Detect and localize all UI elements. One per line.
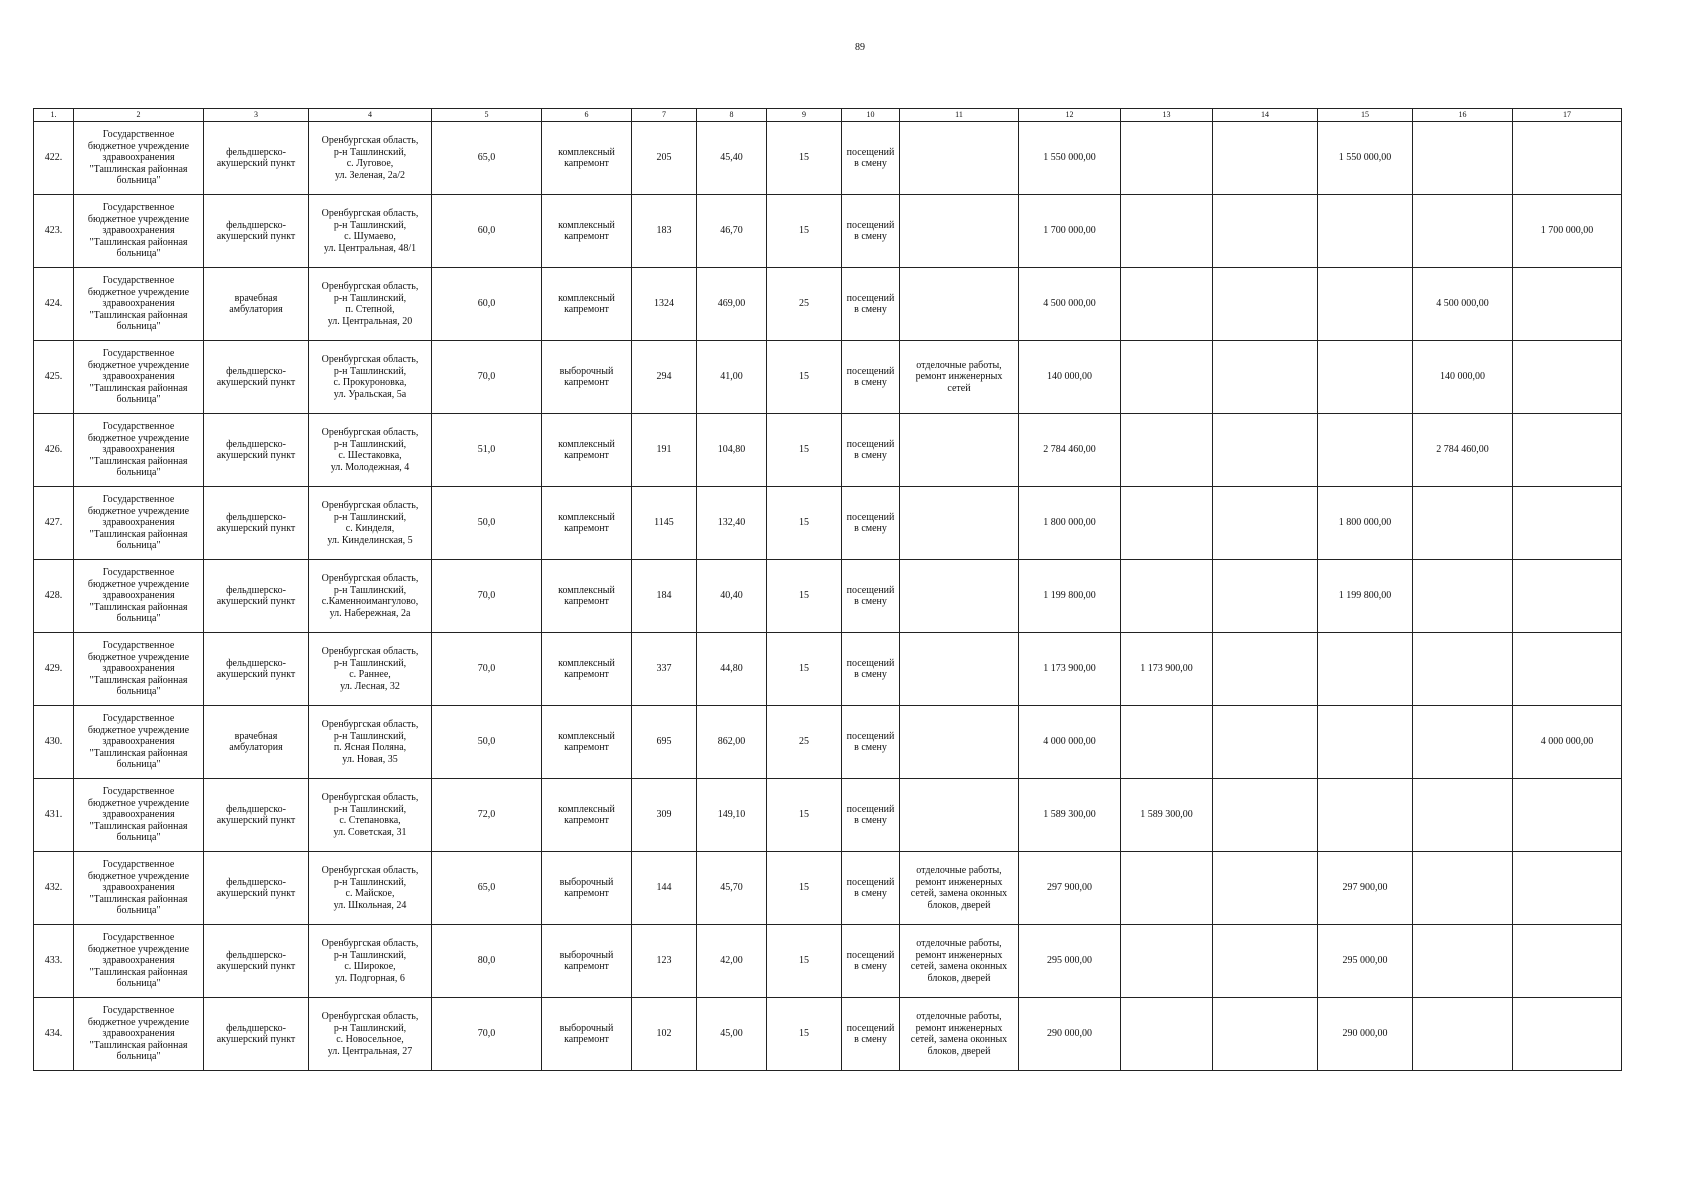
col-8-value: 862,00 [697, 706, 767, 779]
table-row [34, 706, 1622, 779]
col-16-amount [1413, 706, 1513, 779]
address: Оренбургская область, р-н Ташлинский, с. Кинделя, ул. Кинделинская, 5 [309, 487, 432, 560]
page-number: 89 [855, 42, 865, 53]
address: Оренбургская область, р-н Ташлинский, с. Широкое, ул. Подгорная, 6 [309, 925, 432, 998]
column-number-14: 14 [1213, 109, 1318, 122]
col-5-value: 60,0 [432, 195, 542, 268]
table-row [34, 852, 1622, 925]
column-number-16: 16 [1413, 109, 1513, 122]
row-number: 433. [34, 925, 74, 998]
capacity-value: 15 [767, 779, 842, 852]
institution-name: Государственное бюджетное учреждение здравоохранения "Ташлинская районная больница" [74, 341, 204, 414]
facility-type: фельдшерско- акушерский пункт [204, 779, 309, 852]
repair-type: выборочный капремонт [542, 852, 632, 925]
col-15-amount: 297 900,00 [1318, 852, 1413, 925]
row-number: 425. [34, 341, 74, 414]
facility-type: фельдшерско- акушерский пункт [204, 414, 309, 487]
col-13-amount [1121, 560, 1213, 633]
col-13-amount [1121, 925, 1213, 998]
col-16-amount [1413, 852, 1513, 925]
col-15-amount: 1 550 000,00 [1318, 122, 1413, 195]
facility-type: фельдшерско- акушерский пункт [204, 560, 309, 633]
col-5-value: 60,0 [432, 268, 542, 341]
row-number: 424. [34, 268, 74, 341]
col-7-value: 309 [632, 779, 697, 852]
institution-name: Государственное бюджетное учреждение здравоохранения "Ташлинская районная больница" [74, 487, 204, 560]
col-16-amount [1413, 487, 1513, 560]
capacity-unit: посещений в смену [842, 560, 900, 633]
col-17-amount [1513, 925, 1622, 998]
facility-type: врачебная амбулатория [204, 268, 309, 341]
col-14-amount [1213, 633, 1318, 706]
col-14-amount [1213, 268, 1318, 341]
works-description [900, 560, 1019, 633]
capacity-value: 15 [767, 560, 842, 633]
col-7-value: 294 [632, 341, 697, 414]
column-number-row [34, 109, 1622, 122]
col-8-value: 149,10 [697, 779, 767, 852]
total-cost: 295 000,00 [1019, 925, 1121, 998]
repair-type: комплексный капремонт [542, 633, 632, 706]
works-description: отделочные работы, ремонт инженерных сетей, замена оконных блоков, дверей [900, 998, 1019, 1071]
col-16-amount: 2 784 460,00 [1413, 414, 1513, 487]
column-number-2: 2 [74, 109, 204, 122]
table-row [34, 560, 1622, 633]
col-15-amount: 1 199 800,00 [1318, 560, 1413, 633]
col-8-value: 45,40 [697, 122, 767, 195]
column-number-8: 8 [697, 109, 767, 122]
capacity-unit: посещений в смену [842, 268, 900, 341]
table-body [34, 109, 1622, 1071]
table-row [34, 925, 1622, 998]
works-description: отделочные работы, ремонт инженерных сетей, замена оконных блоков, дверей [900, 852, 1019, 925]
capacity-value: 15 [767, 852, 842, 925]
column-number-15: 15 [1318, 109, 1413, 122]
works-description [900, 195, 1019, 268]
row-number: 429. [34, 633, 74, 706]
table-row [34, 268, 1622, 341]
col-13-amount [1121, 195, 1213, 268]
table-row [34, 779, 1622, 852]
col-16-amount [1413, 998, 1513, 1071]
capacity-unit: посещений в смену [842, 779, 900, 852]
col-15-amount: 1 800 000,00 [1318, 487, 1413, 560]
works-description [900, 779, 1019, 852]
table-row [34, 998, 1622, 1071]
col-17-amount [1513, 268, 1622, 341]
capacity-unit: посещений в смену [842, 633, 900, 706]
col-14-amount [1213, 925, 1318, 998]
institution-name: Государственное бюджетное учреждение здравоохранения "Ташлинская районная больница" [74, 852, 204, 925]
row-number: 427. [34, 487, 74, 560]
capacity-unit: посещений в смену [842, 925, 900, 998]
col-17-amount [1513, 560, 1622, 633]
col-15-amount [1318, 268, 1413, 341]
col-13-amount [1121, 268, 1213, 341]
capacity-value: 25 [767, 706, 842, 779]
col-13-amount [1121, 852, 1213, 925]
col-14-amount [1213, 560, 1318, 633]
institution-name: Государственное бюджетное учреждение здравоохранения "Ташлинская районная больница" [74, 706, 204, 779]
col-5-value: 65,0 [432, 852, 542, 925]
institution-name: Государственное бюджетное учреждение здравоохранения "Ташлинская районная больница" [74, 998, 204, 1071]
total-cost: 4 000 000,00 [1019, 706, 1121, 779]
capacity-value: 15 [767, 633, 842, 706]
row-number: 434. [34, 998, 74, 1071]
col-7-value: 102 [632, 998, 697, 1071]
col-14-amount [1213, 122, 1318, 195]
capacity-unit: посещений в смену [842, 998, 900, 1071]
capacity-unit: посещений в смену [842, 706, 900, 779]
col-5-value: 50,0 [432, 487, 542, 560]
col-5-value: 70,0 [432, 998, 542, 1071]
col-7-value: 123 [632, 925, 697, 998]
institution-name: Государственное бюджетное учреждение здравоохранения "Ташлинская районная больница" [74, 633, 204, 706]
works-description [900, 414, 1019, 487]
facility-type: фельдшерско- акушерский пункт [204, 633, 309, 706]
column-number-3: 3 [204, 109, 309, 122]
capacity-unit: посещений в смену [842, 414, 900, 487]
col-8-value: 41,00 [697, 341, 767, 414]
col-13-amount [1121, 341, 1213, 414]
col-13-amount [1121, 998, 1213, 1071]
col-15-amount [1318, 633, 1413, 706]
col-8-value: 45,70 [697, 852, 767, 925]
col-16-amount [1413, 633, 1513, 706]
col-8-value: 46,70 [697, 195, 767, 268]
col-15-amount: 290 000,00 [1318, 998, 1413, 1071]
facility-type: фельдшерско- акушерский пункт [204, 341, 309, 414]
col-16-amount [1413, 779, 1513, 852]
institution-name: Государственное бюджетное учреждение здравоохранения "Ташлинская районная больница" [74, 560, 204, 633]
col-13-amount: 1 589 300,00 [1121, 779, 1213, 852]
facility-type: фельдшерско- акушерский пункт [204, 195, 309, 268]
address: Оренбургская область, р-н Ташлинский, с.Каменноимангулово, ул. Набережная, 2а [309, 560, 432, 633]
row-number: 422. [34, 122, 74, 195]
address: Оренбургская область, р-н Ташлинский, с. Степановка, ул. Советская, 31 [309, 779, 432, 852]
facility-type: фельдшерско- акушерский пункт [204, 852, 309, 925]
capacity-value: 15 [767, 195, 842, 268]
column-number-17: 17 [1513, 109, 1622, 122]
works-description [900, 633, 1019, 706]
facility-type: фельдшерско- акушерский пункт [204, 487, 309, 560]
col-7-value: 337 [632, 633, 697, 706]
col-15-amount: 295 000,00 [1318, 925, 1413, 998]
col-7-value: 184 [632, 560, 697, 633]
col-13-amount [1121, 487, 1213, 560]
col-15-amount [1318, 341, 1413, 414]
col-5-value: 72,0 [432, 779, 542, 852]
institution-name: Государственное бюджетное учреждение здравоохранения "Ташлинская районная больница" [74, 414, 204, 487]
col-7-value: 1145 [632, 487, 697, 560]
institution-name: Государственное бюджетное учреждение здравоохранения "Ташлинская районная больница" [74, 925, 204, 998]
capacity-value: 15 [767, 341, 842, 414]
address: Оренбургская область, р-н Ташлинский, с. Луговое, ул. Зеленая, 2а/2 [309, 122, 432, 195]
repair-type: комплексный капремонт [542, 195, 632, 268]
table-row [34, 487, 1622, 560]
col-14-amount [1213, 779, 1318, 852]
works-description [900, 268, 1019, 341]
column-number-11: 11 [900, 109, 1019, 122]
col-15-amount [1318, 195, 1413, 268]
capacity-value: 15 [767, 487, 842, 560]
column-number-1: 1. [34, 109, 74, 122]
total-cost: 1 800 000,00 [1019, 487, 1121, 560]
repair-type: комплексный капремонт [542, 414, 632, 487]
col-17-amount [1513, 998, 1622, 1071]
row-number: 431. [34, 779, 74, 852]
column-number-12: 12 [1019, 109, 1121, 122]
col-7-value: 191 [632, 414, 697, 487]
capacity-value: 15 [767, 998, 842, 1071]
column-number-6: 6 [542, 109, 632, 122]
row-number: 430. [34, 706, 74, 779]
address: Оренбургская область, р-н Ташлинский, с. Шумаево, ул. Центральная, 48/1 [309, 195, 432, 268]
col-13-amount [1121, 122, 1213, 195]
repair-type: комплексный капремонт [542, 268, 632, 341]
address: Оренбургская область, р-н Ташлинский, с. Шестаковка, ул. Молодежная, 4 [309, 414, 432, 487]
total-cost: 4 500 000,00 [1019, 268, 1121, 341]
col-13-amount: 1 173 900,00 [1121, 633, 1213, 706]
col-17-amount [1513, 487, 1622, 560]
col-15-amount [1318, 706, 1413, 779]
institution-name: Государственное бюджетное учреждение здравоохранения "Ташлинская районная больница" [74, 195, 204, 268]
table-row [34, 341, 1622, 414]
total-cost: 1 589 300,00 [1019, 779, 1121, 852]
col-14-amount [1213, 487, 1318, 560]
total-cost: 2 784 460,00 [1019, 414, 1121, 487]
col-17-amount: 1 700 000,00 [1513, 195, 1622, 268]
repair-type: выборочный капремонт [542, 341, 632, 414]
col-17-amount [1513, 414, 1622, 487]
total-cost: 140 000,00 [1019, 341, 1121, 414]
repair-type: комплексный капремонт [542, 560, 632, 633]
row-number: 426. [34, 414, 74, 487]
col-16-amount: 140 000,00 [1413, 341, 1513, 414]
col-5-value: 50,0 [432, 706, 542, 779]
facility-type: фельдшерско- акушерский пункт [204, 122, 309, 195]
table-row [34, 195, 1622, 268]
capacity-unit: посещений в смену [842, 195, 900, 268]
col-7-value: 695 [632, 706, 697, 779]
address: Оренбургская область, р-н Ташлинский, с. Раннее, ул. Лесная, 32 [309, 633, 432, 706]
capacity-value: 15 [767, 414, 842, 487]
col-17-amount [1513, 779, 1622, 852]
col-16-amount: 4 500 000,00 [1413, 268, 1513, 341]
total-cost: 1 199 800,00 [1019, 560, 1121, 633]
col-5-value: 51,0 [432, 414, 542, 487]
col-14-amount [1213, 706, 1318, 779]
col-14-amount [1213, 414, 1318, 487]
total-cost: 1 700 000,00 [1019, 195, 1121, 268]
works-description: отделочные работы, ремонт инженерных сетей [900, 341, 1019, 414]
repair-type: комплексный капремонт [542, 706, 632, 779]
address: Оренбургская область, р-н Ташлинский, п. Степной, ул. Центральная, 20 [309, 268, 432, 341]
facility-type: фельдшерско- акушерский пункт [204, 925, 309, 998]
col-8-value: 132,40 [697, 487, 767, 560]
capacity-unit: посещений в смену [842, 852, 900, 925]
address: Оренбургская область, р-н Ташлинский, с. Прокуроновка, ул. Уральская, 5а [309, 341, 432, 414]
table-row [34, 414, 1622, 487]
institution-name: Государственное бюджетное учреждение здравоохранения "Ташлинская районная больница" [74, 122, 204, 195]
col-14-amount [1213, 998, 1318, 1071]
address: Оренбургская область, р-н Ташлинский, с. Майское, ул. Школьная, 24 [309, 852, 432, 925]
row-number: 423. [34, 195, 74, 268]
total-cost: 290 000,00 [1019, 998, 1121, 1071]
column-number-10: 10 [842, 109, 900, 122]
column-number-7: 7 [632, 109, 697, 122]
col-8-value: 104,80 [697, 414, 767, 487]
capacity-value: 15 [767, 925, 842, 998]
total-cost: 1 550 000,00 [1019, 122, 1121, 195]
col-17-amount: 4 000 000,00 [1513, 706, 1622, 779]
capacity-value: 15 [767, 122, 842, 195]
row-number: 432. [34, 852, 74, 925]
col-13-amount [1121, 706, 1213, 779]
capacity-value: 25 [767, 268, 842, 341]
total-cost: 1 173 900,00 [1019, 633, 1121, 706]
col-16-amount [1413, 122, 1513, 195]
row-number: 428. [34, 560, 74, 633]
col-16-amount [1413, 925, 1513, 998]
col-7-value: 205 [632, 122, 697, 195]
column-number-4: 4 [309, 109, 432, 122]
col-8-value: 42,00 [697, 925, 767, 998]
col-7-value: 183 [632, 195, 697, 268]
col-16-amount [1413, 195, 1513, 268]
col-13-amount [1121, 414, 1213, 487]
col-17-amount [1513, 852, 1622, 925]
works-description [900, 122, 1019, 195]
col-16-amount [1413, 560, 1513, 633]
repair-type: выборочный капремонт [542, 998, 632, 1071]
repair-type: комплексный капремонт [542, 122, 632, 195]
col-5-value: 65,0 [432, 122, 542, 195]
table-row [34, 122, 1622, 195]
col-8-value: 44,80 [697, 633, 767, 706]
works-description [900, 706, 1019, 779]
col-8-value: 469,00 [697, 268, 767, 341]
col-17-amount [1513, 341, 1622, 414]
col-7-value: 144 [632, 852, 697, 925]
institution-name: Государственное бюджетное учреждение здравоохранения "Ташлинская районная больница" [74, 779, 204, 852]
address: Оренбургская область, р-н Ташлинский, с. Новосельное, ул. Центральная, 27 [309, 998, 432, 1071]
repair-type: комплексный капремонт [542, 487, 632, 560]
address: Оренбургская область, р-н Ташлинский, п. Ясная Поляна, ул. Новая, 35 [309, 706, 432, 779]
col-5-value: 70,0 [432, 341, 542, 414]
col-8-value: 40,40 [697, 560, 767, 633]
capacity-unit: посещений в смену [842, 341, 900, 414]
repair-type: комплексный капремонт [542, 779, 632, 852]
col-5-value: 70,0 [432, 633, 542, 706]
facility-type: врачебная амбулатория [204, 706, 309, 779]
col-15-amount [1318, 779, 1413, 852]
col-5-value: 80,0 [432, 925, 542, 998]
col-14-amount [1213, 195, 1318, 268]
col-7-value: 1324 [632, 268, 697, 341]
capacity-unit: посещений в смену [842, 487, 900, 560]
column-number-5: 5 [432, 109, 542, 122]
column-number-9: 9 [767, 109, 842, 122]
col-14-amount [1213, 341, 1318, 414]
col-14-amount [1213, 852, 1318, 925]
table-row [34, 633, 1622, 706]
institution-name: Государственное бюджетное учреждение здравоохранения "Ташлинская районная больница" [74, 268, 204, 341]
total-cost: 297 900,00 [1019, 852, 1121, 925]
col-8-value: 45,00 [697, 998, 767, 1071]
works-description [900, 487, 1019, 560]
repair-registry-table [33, 108, 1622, 1071]
col-17-amount [1513, 122, 1622, 195]
capacity-unit: посещений в смену [842, 122, 900, 195]
col-15-amount [1318, 414, 1413, 487]
works-description: отделочные работы, ремонт инженерных сетей, замена оконных блоков, дверей [900, 925, 1019, 998]
col-17-amount [1513, 633, 1622, 706]
column-number-13: 13 [1121, 109, 1213, 122]
col-5-value: 70,0 [432, 560, 542, 633]
repair-type: выборочный капремонт [542, 925, 632, 998]
facility-type: фельдшерско- акушерский пункт [204, 998, 309, 1071]
